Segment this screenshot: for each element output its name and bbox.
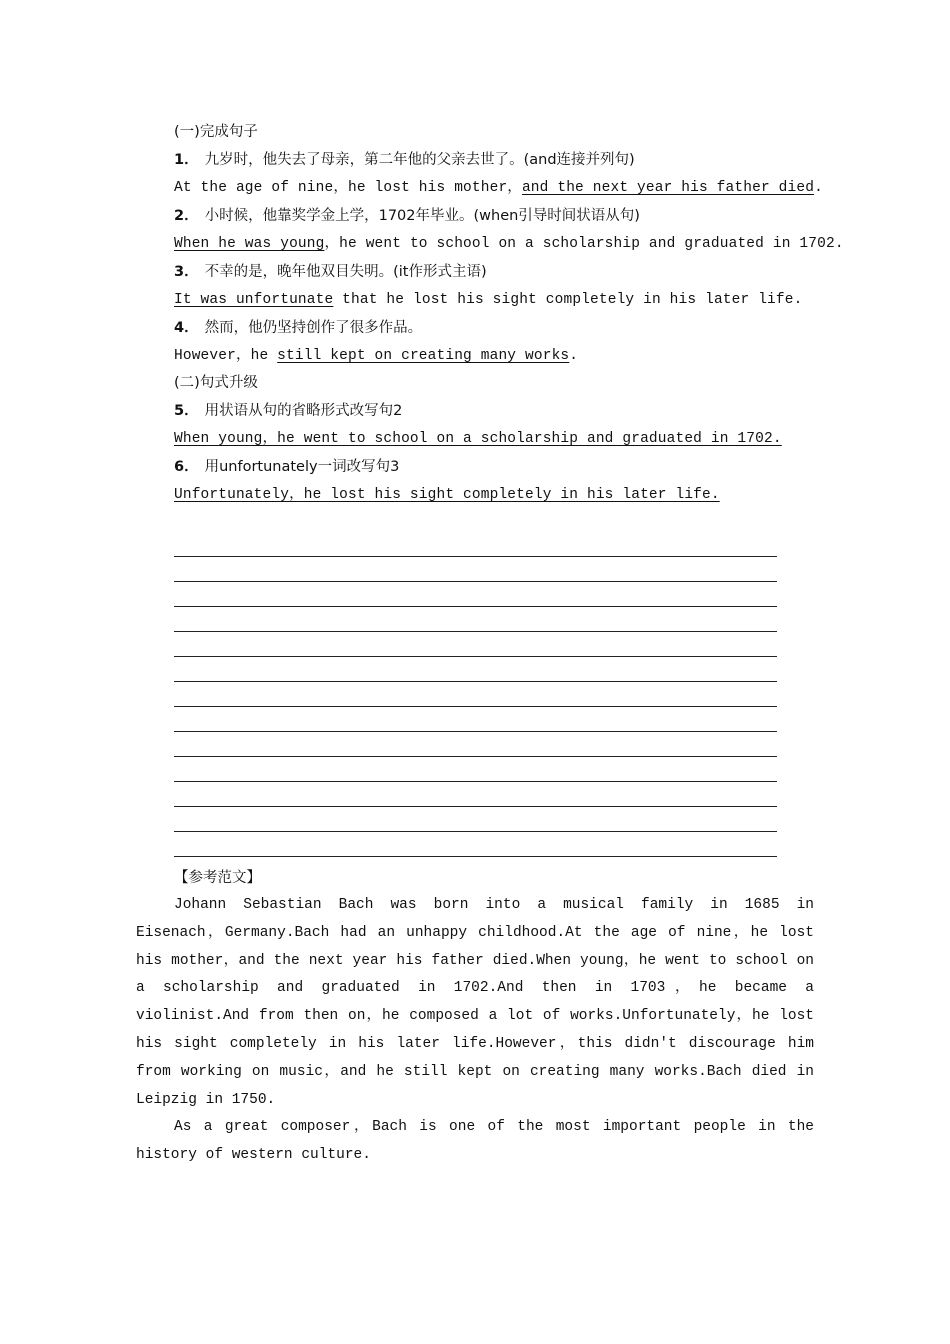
writing-line — [174, 582, 777, 607]
answer-text: However，he — [174, 348, 278, 364]
answer-text: ，he went to school on a scholarship and graduated in 1702. — [324, 236, 844, 252]
answer-text: that he lost his sight completely in his later life. — [333, 292, 803, 308]
writing-line — [174, 657, 777, 682]
section1-title: (一)完成句子 — [174, 124, 258, 140]
answer-fill: still kept on creating many works — [277, 348, 570, 364]
writing-line — [174, 682, 777, 707]
item-3-prompt — [174, 262, 487, 282]
writing-line — [174, 732, 777, 757]
answer-text: At the age of nine，he lost his mother， — [174, 180, 522, 196]
writing-line — [174, 757, 777, 782]
answer-fill: When young，he went to school on a scholarship and graduated in 1702. — [174, 431, 782, 447]
item-number: 2． — [174, 208, 199, 224]
item-3-answer — [174, 290, 802, 310]
item-5-prompt — [174, 401, 402, 421]
answer-fill: and the next year his father died — [521, 180, 815, 196]
answer-fill: When he was young — [174, 236, 325, 252]
answer-text: . — [569, 348, 579, 364]
item-number: 6． — [174, 459, 199, 475]
prompt-text: 不幸的是，晚年他双目失明。(it作形式主语) — [204, 264, 487, 280]
answer-text: . — [814, 180, 823, 196]
writing-line — [174, 832, 777, 857]
prompt-text: 用unfortunately一词改写句3 — [204, 459, 400, 475]
writing-line — [174, 807, 777, 832]
item-5-answer — [174, 429, 782, 449]
model-essay — [136, 892, 814, 1170]
essay-paragraph: As a great composer，Bach is one of the most important people in the history of western culture. — [136, 1119, 814, 1164]
item-2-prompt — [174, 206, 640, 226]
writing-line — [174, 782, 777, 807]
item-4-answer — [174, 346, 578, 366]
writing-line — [174, 557, 777, 582]
item-number: 1． — [174, 152, 199, 168]
section2-title: (二)句式升级 — [174, 375, 258, 391]
item-6-prompt — [174, 457, 399, 477]
prompt-text: 小时候，他靠奖学金上学，1702年毕业。(when引导时间状语从句) — [204, 208, 640, 224]
item-number: 4． — [174, 320, 199, 336]
prompt-text: 然而，他仍坚持创作了很多作品。 — [204, 320, 423, 336]
essay-paragraph: Johann Sebastian Bach was born into a musical family in 1685 in Eisenach，Germany.Bach had an unhappy childhood.At the age of nine，he lost his mother，and the next year his father died.When young，he went to school on a scholarship and graduated in 1702.And then in 1703，he became a violinist.And from then on，he composed a lot of works.Unfortunately，he lost his sight completely in his later life.However，this didn't discourage him from working on music，and he still kept on creating many works.Bach died in Leipzig in 1750. — [136, 897, 815, 1108]
prompt-text: 九岁时，他失去了母亲，第二年他的父亲去世了。(and连接并列句) — [204, 152, 635, 168]
item-2-answer — [174, 234, 844, 254]
item-1-prompt — [174, 150, 635, 170]
item-number: 3． — [174, 264, 199, 280]
item-6-answer — [174, 485, 720, 505]
writing-line — [174, 607, 777, 632]
essay-title: 【参考范文】 — [174, 870, 261, 886]
writing-lines — [174, 556, 777, 857]
writing-line — [174, 632, 777, 657]
writing-line — [174, 707, 777, 732]
answer-fill: Unfortunately，he lost his sight completely in his later life. — [174, 487, 720, 503]
item-4-prompt — [174, 318, 422, 338]
answer-fill: It was unfortunate — [174, 292, 334, 308]
item-number: 5． — [174, 403, 199, 419]
prompt-text: 用状语从句的省略形式改写句2 — [204, 403, 403, 419]
item-1-answer — [174, 178, 823, 198]
